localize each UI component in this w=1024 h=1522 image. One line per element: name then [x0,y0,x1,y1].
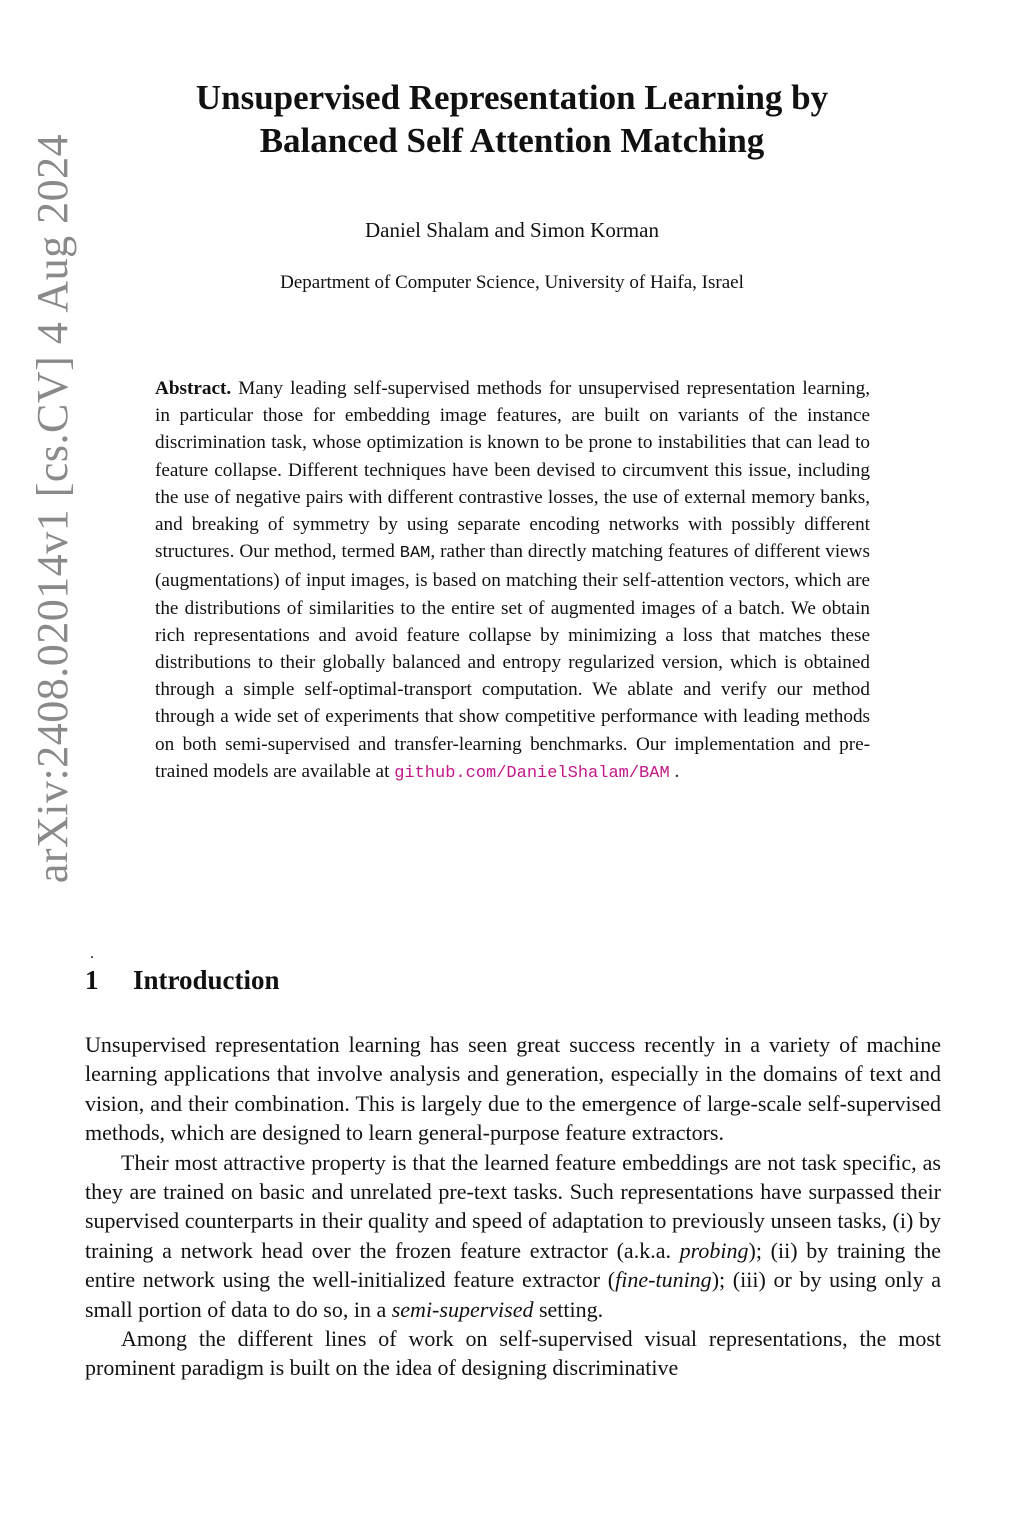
method-name: BAM [399,544,431,564]
paper-title [100,76,924,162]
emphasis-semi-supervised: semi-supervised [391,1296,534,1322]
arxiv-identifier-text: arXiv:2408.02014v1 [cs.CV] 4 Aug 2024 [28,133,78,883]
abstract-text-part-2: , rather than directly matching features of different views (augmentations) of input images, is based on matching their self-attention vectors, which are the distributions of similarities to the entire set of augmented images of a batch. We obtain rich representations and avoid feature collapse by minimizing a loss that matches these distributions to their globally balanced and entropy regularized version, which is obtained through a simple self-optimal-transport computation. We ablate and verify our method through a wide set of experiments that show competitive performance with leading methods on both semi-supervised and transfer-learning benchmarks. Our implementation and pre-trained models are available at [155,541,870,782]
intro-paragraph-3: Among the different lines of work on self-supervised visual representations, the most prominent paradigm is built on the idea of designing discriminative [85,1326,941,1381]
stray-mark: . [90,945,94,962]
paper-authors: Daniel Shalam and Simon Korman [365,218,659,242]
abstract-label: Abstract. [155,378,232,399]
abstract-text-end: . [669,760,680,782]
intro-p2-text-a: Their most attractive property is that the learned feature embeddings are not task specific, as they are trained on basic and unrelated pre-text tasks. Such representations have surpassed their supervised counterparts in their quality and speed of adaptation to previously unseen tasks, (i) by training a network head over the frozen feature extractor (a.k.a. [85,1149,941,1263]
section-title: Introduction [133,965,280,995]
section-heading-introduction [85,962,945,998]
emphasis-fine-tuning: fine-tuning [615,1267,712,1293]
abstract-text-part-1: Many leading self-supervised methods for unsupervised representation learning, in particular those for embedding image features, are built on variants of the instance discrimination task, whose optimization is known to be prone to instabilities that can lead to feature collapse. Different techniques have been devised to circumvent this issue, including the use of negative pairs with different contrastive losses, the use of external memory banks, and breaking of symmetry by using separate encoding networks with possibly different structures. Our method, termed [155,378,871,563]
intro-paragraph-2 [85,1148,941,1324]
section-number: 1 [85,965,99,995]
intro-p2-text-c: ); (iii) or by using only a small portion of data to do so, in a [85,1267,942,1322]
paper-affiliation: Department of Computer Science, University of Haifa, Israel [280,272,744,293]
arxiv-identifier-stamp [18,78,88,938]
abstract-block [155,375,870,787]
introduction-body [85,1030,941,1383]
github-link[interactable]: github.com/DanielShalam/BAM [394,763,670,783]
title-line-1: Unsupervised Representation Learning by [195,78,829,117]
title-line-2: Balanced Self Attention Matching [259,121,765,160]
emphasis-probing: probing [679,1237,749,1263]
intro-p2-text-d: setting. [533,1296,604,1322]
intro-paragraph-1: Unsupervised representation learning has seen great success recently in a variety of machine learning applications that involve analysis and generation, especially in the domains of text and vision, and their combination. This is largely due to the emergence of large-scale self-supervised methods, which are designed to learn general-purpose feature extractors. [85,1032,941,1146]
intro-p2-text-b: ); (ii) by training the entire network using the well-initialized feature extractor ( [85,1237,941,1293]
